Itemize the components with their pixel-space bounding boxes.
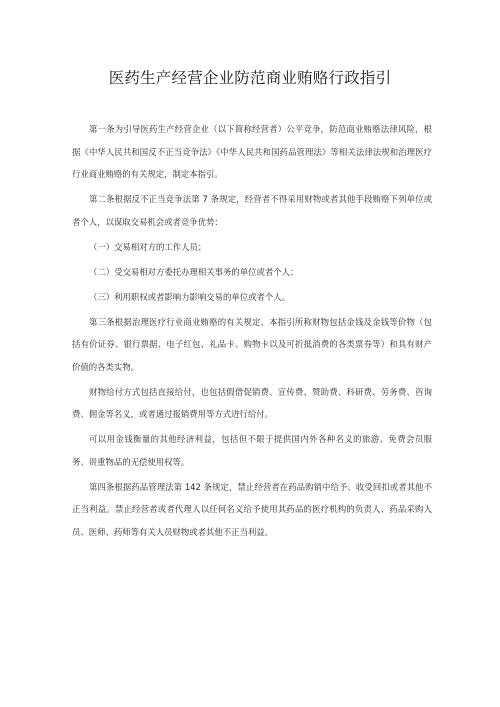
payment-methods-paragraph: 财物给付方式包括直接给付，也包括假借促销费、宣传费、赞助费、科研费、劳务费、咨询费、佣金等名义，或者通过报销费用等方式进行给付。 <box>72 386 432 419</box>
article-1-paragraph: 第一条为引导医药生产经营企业（以下简称经营者）公平竞争，防范商业贿赂法律风险，根据《中华人民共和国反不正当竞争法》《中华人民共和国药品管理法》等相关法律法规和治理医疗行业商业贿赂的有关规定，制定本指引。 <box>72 124 432 179</box>
article-2-item-1: （一）交易相对方的工作人员； <box>89 241 207 252</box>
document-body <box>72 118 432 546</box>
other-benefits-paragraph: 可以用金钱衡量的其他经济利益，包括但不限于提供国内外各种名义的旅游、免费会员服务、贵重物品的无偿使用权等。 <box>72 434 432 467</box>
article-2-item-3: （三）利用职权或者影响力影响交易的单位或者个人。 <box>89 291 290 302</box>
article-4-paragraph: 第四条根据药品管理法第 142 条规定，禁止经营者在药品购销中给予、收受回扣或者其他不正当利益。禁止经营者或者代理人以任何名义给予使用其药品的医疗机构的负责人、药品采购人员、医师、药师等有关人员财物或者其他不正当利益。 <box>72 481 432 537</box>
document-title: 医药生产经营企业防范商业贿赂行政指引 <box>108 69 392 87</box>
article-3-paragraph: 第三条根据治理医疗行业商业贿赂的有关规定，本指引所称财物包括金钱及金钱等价物（包括有价证券、银行票据、电子红包、礼品卡、购物卡以及可折抵消费的各类票券等）和具有财产价值的各类实物。 <box>72 316 432 372</box>
article-2-item-2: （二）受交易相对方委托办理相关事务的单位或者个人； <box>89 266 299 277</box>
article-2-paragraph: 第二条根据反不正当竞争法第 7 条规定，经营者不得采用财物或者其他手段贿赂下列单位或者个人，以谋取交易机会或者竞争优势： <box>72 194 432 227</box>
